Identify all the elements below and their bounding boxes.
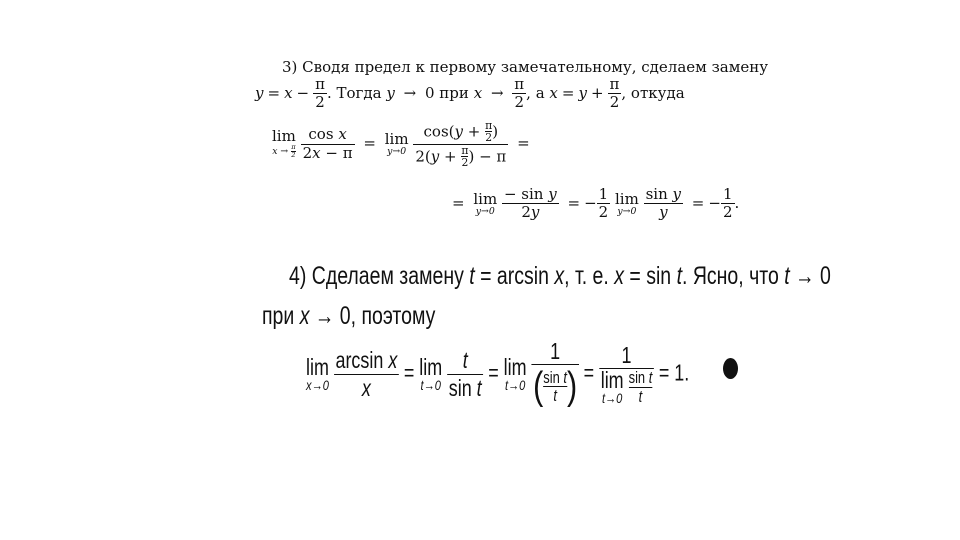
p4-second-line: при x → 0, поэтому [262, 302, 436, 330]
limit-operator: lim t→0 [503, 353, 527, 394]
p3-togda: . Тогда [326, 83, 382, 102]
p4-text-c: . Ясно, что [681, 262, 779, 290]
p3-intro-line [282, 58, 768, 76]
p3-a: , а [526, 83, 545, 102]
limit-operator: lim x→0 [306, 353, 329, 394]
pi-over-2: $\frac{\pi}{2}$ [315, 75, 325, 112]
limit-operator: lim y→0 [614, 189, 639, 217]
p4-intro-line: 4) Сделаем замену t = arcsin x, т. е. x = sin t. Ясно, что t → 0 [289, 262, 831, 290]
p4-text-b: , т. е. [564, 262, 609, 290]
p4-text-pri: при [262, 302, 295, 330]
p4-text-poetomu: , поэтому [350, 302, 436, 330]
end-of-proof-marker [723, 358, 738, 379]
p3-intro-text: 3) Сводя предел к первому замечательному, сделаем замену [282, 58, 769, 76]
p3-substitution-line: y = x − $\frac{\pi}{2}$ . Тогда y → 0 при x → $\frac{\pi}{2}$ , а x = y + $\frac{\pi}{2}$ , откуда [255, 75, 685, 112]
p3-pri: при [439, 83, 469, 102]
limit-operator: lim y→0 [473, 189, 498, 217]
p4-equation: lim x→0 $\frac{\text{arcsin x}}{x}$ = lim t→0 $\frac{t}{\text{sin t}}$ = lim t→0 1 ( $\frac{\text{sin t}}{t}$ ) = 1 lim t→0 $\frac{\text{sin t}}{t}$ = 1. [306, 338, 690, 409]
limit-operator: lim x → $\frac{\pi}{2}$ [272, 127, 296, 160]
p3-otkuda: , откуда [621, 83, 685, 102]
p4-text-a: 4) Сделаем замену [289, 262, 464, 290]
p3-equation-row-1: lim x → $\frac{\pi}{2}$ $\frac{\text{cos x}}{2x - \pi}$ = lim y→0 cos(y + $\frac{\pi}{2}$ ) 2(y + $\frac{\pi}{2}$ ) − π = [272, 119, 530, 169]
p3-equation-row-2: = lim y→0 $\frac{\text{− sin y}}{2y}$ = − $\frac{1}{2}$ lim y→0 $\frac{\text{sin y}}{y}$ = − $\frac{1}{2}$ . [452, 185, 740, 222]
limit-operator: lim t→0 [419, 353, 443, 394]
limit-operator: lim y→0 [384, 130, 409, 157]
